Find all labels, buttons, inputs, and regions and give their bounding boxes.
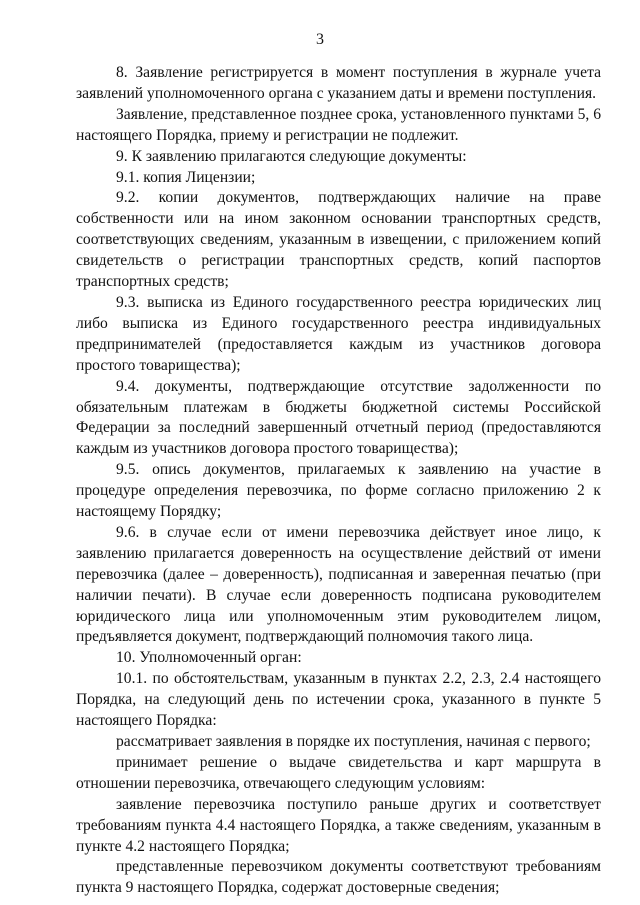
page-number: 3 [316,31,324,48]
document-body [76,63,601,899]
paragraph-9-2: 9.2. копии документов, подтверждающих наличие на праве собственности или на ином законном основании транспортных средств, соответствующих сведениям, указанным в извещении, с приложением копий свидетельств о регистрации транспортных средств, копий паспортов транспортных средств; [76,189,601,291]
paragraph-10-1: 10.1. по обстоятельствам, указанным в пунктах 2.2, 2.3, 2.4 настоящего Порядка, на следующий день по истечении срока, указанного в пункте 5 настоящего Порядка: [76,670,601,730]
paragraph-10-1-condition-2: представленные перевозчиком документы соответствуют требованиям пункта 9 настоящего Порядка, содержат достоверные сведения; [76,858,601,897]
paragraph-10-1-review: рассматривает заявления в порядке их поступления, начиная с первого; [116,733,591,750]
paragraph-9-4: 9.4. документы, подтверждающие отсутствие задолженности по обязательным платежам в бюджеты бюджетной системы Российской Федерации за последний завершенный отчетный период (предоставляются каждым из участников договора простого товарищества); [76,377,601,458]
paragraph-9-heading: 9. К заявлению прилагаются следующие документы: [116,147,467,165]
paragraph-8: 8. Заявление регистрируется в момент поступления в журнале учета заявлений уполномоченного органа с указанием даты и времени поступления. [76,64,601,102]
paragraph-10-heading: 10. Уполномоченный орган: [116,649,302,667]
paragraph-9-6: 9.6. в случае если от имени перевозчика действует иное лицо, к заявлению прилагается доверенность на осуществление действий от имени перевозчика (далее – доверенность), подписанная и заверенная печатью (при наличии печати). В случае если доверенность подписана руководителем юридического лица или уполномоченным этим руководителем лицом, предъявляется документ, подтверждающий полномочия такого лица. [76,523,601,646]
paragraph-9-1: 9.1. копия Лицензии; [116,168,256,186]
paragraph-10-1-condition-1: заявление перевозчика поступило раньше других и соответствует требованиям пункта 4.4 настоящего Порядка, а также сведениям, указанным в пункте 4.2 настоящего Порядка; [76,795,601,855]
paragraph-9-3: 9.3. выписка из Единого государственного реестра юридических лиц либо выписка из Единого государственного реестра индивидуальных предпринимателей (предоставляется каждым из участников договора простого товарищества); [76,293,601,374]
paragraph-8-late-submission: Заявление, представленное позднее срока, установленного пунктами 5, 6 настоящего Порядка, приему и регистрации не подлежит. [76,105,601,144]
paragraph-10-1-decision: принимает решение о выдаче свидетельства и карт маршрута в отношении перевозчика, отвечающего следующим условиям: [76,753,601,792]
paragraph-9-5: 9.5. опись документов, прилагаемых к заявлению на участие в процедуре определения перевозчика, по форме согласно приложению 2 к настоящему Порядку; [76,461,601,521]
